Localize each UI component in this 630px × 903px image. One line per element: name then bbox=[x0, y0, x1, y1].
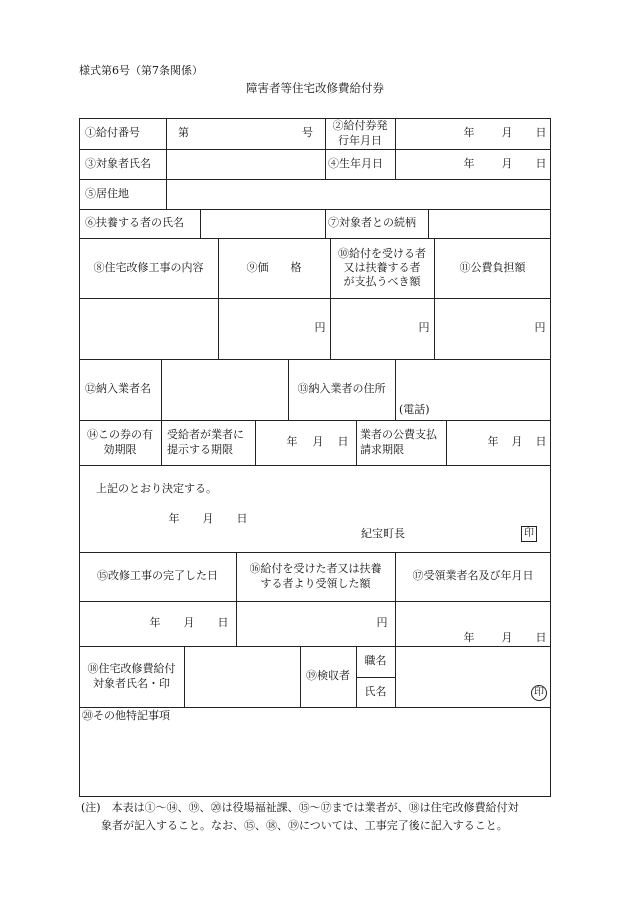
completion-day: 日 bbox=[217, 616, 229, 630]
receipt-day: 日 bbox=[535, 630, 547, 644]
decision-year: 年 bbox=[168, 511, 180, 525]
field-12-label: ⑫納入業者名 bbox=[85, 382, 151, 396]
present-day: 日 bbox=[337, 435, 349, 449]
field-2-year: 年 bbox=[463, 126, 475, 140]
decision-month: 月 bbox=[202, 511, 214, 525]
post-label: 職名 bbox=[364, 654, 387, 668]
field-7-label: ⑦対象者との続柄 bbox=[328, 216, 416, 230]
mayor-seal: 印 bbox=[521, 526, 537, 542]
field-11-label: ⑪公費負担額 bbox=[459, 260, 526, 274]
mayor-label: 紀宝町長 bbox=[361, 526, 405, 540]
form-title: 障害者等住宅改修費給付券 bbox=[246, 80, 384, 95]
field-5-label: ⑤居住地 bbox=[85, 186, 129, 200]
field-16-label: ⑯給付を受けた者又は扶養 する者より受領した額 bbox=[249, 562, 382, 590]
field-17-label: ⑰受領業者名及び年月日 bbox=[412, 569, 534, 583]
field-20-label: ⑳その他特記事項 bbox=[82, 708, 170, 722]
completion-year: 年 bbox=[149, 616, 161, 630]
receipt-year: 年 bbox=[463, 630, 475, 644]
receipt-month: 月 bbox=[501, 630, 513, 644]
claim-year: 年 bbox=[487, 435, 499, 449]
field-14-label: ⑭この券の有 効期限 bbox=[87, 428, 153, 456]
field-4-month: 月 bbox=[501, 156, 513, 170]
field-2-month: 月 bbox=[501, 126, 513, 140]
completion-month: 月 bbox=[183, 616, 195, 630]
payable-yen: 円 bbox=[418, 320, 430, 334]
field-18-label: ⑱住宅改修費給付 対象者氏名・印 bbox=[87, 662, 176, 690]
form-number: 様式第6号（第7条関係） bbox=[79, 63, 203, 77]
present-month: 月 bbox=[312, 435, 324, 449]
received-yen: 円 bbox=[376, 616, 388, 630]
field-1-label: ①給付番号 bbox=[85, 126, 140, 140]
field-3-label: ③対象者氏名 bbox=[85, 156, 151, 170]
field-6-label: ⑥扶養する者の氏名 bbox=[85, 216, 184, 230]
field-9-label: ⑨価 格 bbox=[246, 260, 302, 274]
field-1-dai: 第 bbox=[178, 126, 189, 140]
field-4-year: 年 bbox=[463, 156, 475, 170]
field-4-day: 日 bbox=[535, 156, 547, 170]
present-deadline-label: 受給者が業者に 提示する期限 bbox=[167, 428, 244, 456]
present-year: 年 bbox=[286, 435, 298, 449]
note-line-1: (注) 本表は①～⑭、⑲、⑳は役場福祉課、⑮～⑰までは業者が、⑱は住宅改修費給付対 bbox=[81, 800, 519, 814]
field-2-label: ②給付券発 行年月日 bbox=[332, 119, 388, 147]
phone-label: (電話) bbox=[399, 402, 430, 416]
decision-day: 日 bbox=[236, 511, 248, 525]
field-4-label: ④生年月日 bbox=[328, 156, 383, 170]
field-1-go: 号 bbox=[302, 126, 313, 140]
inspector-seal: 印 bbox=[531, 685, 547, 701]
field-10-label: ⑩給付を受ける者 又は扶養する者 が支払うべき額 bbox=[338, 247, 426, 288]
claim-month: 月 bbox=[511, 435, 523, 449]
public-yen: 円 bbox=[534, 320, 546, 334]
field-2-day: 日 bbox=[535, 126, 547, 140]
price-yen: 円 bbox=[314, 320, 326, 334]
decision-text: 上記のとおり決定する。 bbox=[96, 481, 217, 495]
field-15-label: ⑮改修工事の完了した日 bbox=[97, 569, 218, 583]
note-line-2: 象者が記入すること。なお、⑮、⑱、⑲については、工事完了後に記入すること。 bbox=[101, 818, 508, 832]
field-13-label: ⑬納入業者の住所 bbox=[297, 382, 386, 396]
field-8-label: ⑧住宅改修工事の内容 bbox=[93, 260, 204, 274]
claim-deadline-label: 業者の公費支払 請求期限 bbox=[360, 428, 437, 456]
field-19-label: ⑲検収者 bbox=[306, 669, 350, 683]
name-label: 氏名 bbox=[364, 684, 387, 698]
claim-day: 日 bbox=[535, 435, 547, 449]
